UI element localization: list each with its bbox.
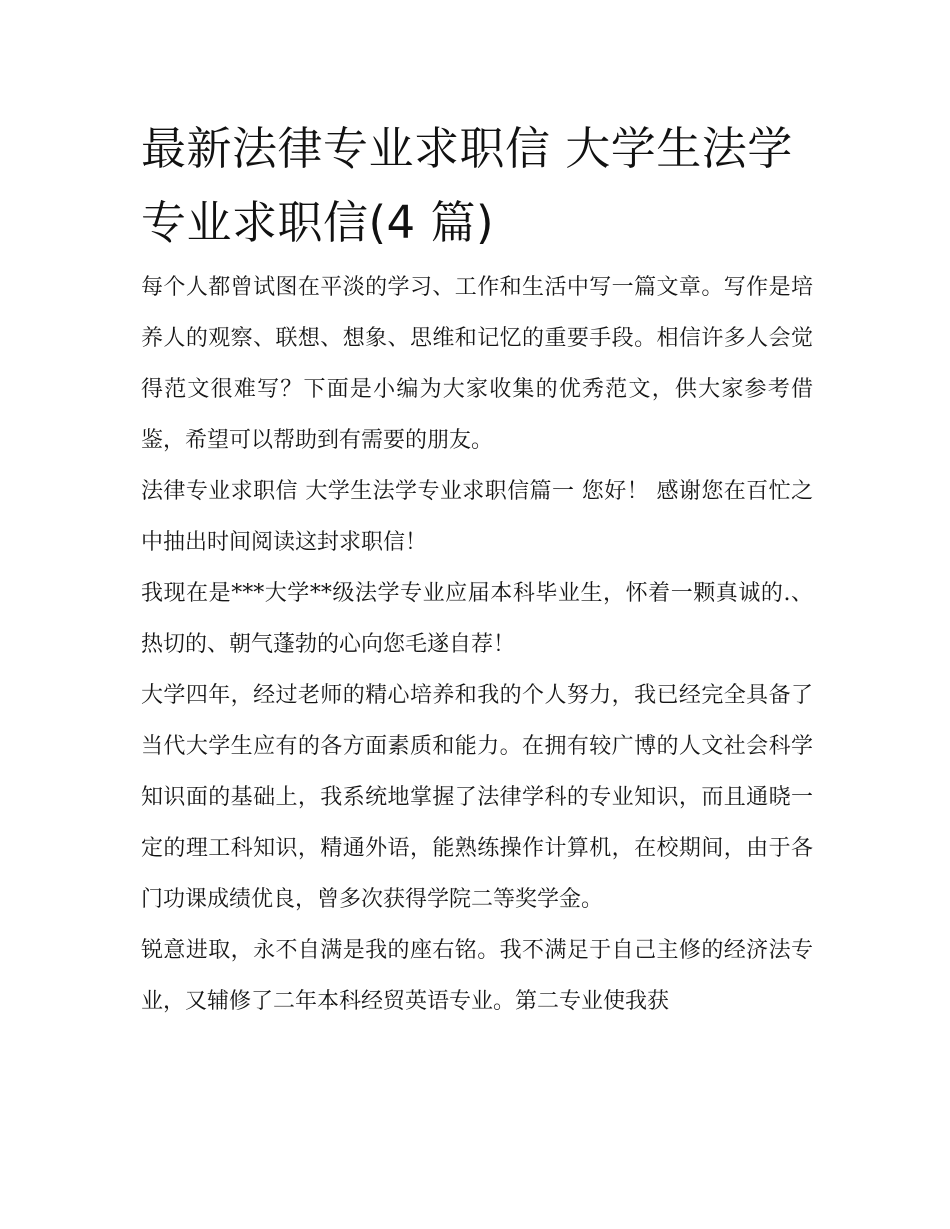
document-body — [141, 262, 813, 1027]
paragraph-education: 大学四年，经过老师的精心培养和我的个人努力，我已经完全具备了当代大学生应有的各方面素质和能力。在拥有较广博的人文社会科学知识面的基础上，我系统地掌握了法律学科的专业知识，而且通晓一定的理工科知识，精通外语，能熟练操作计算机，在校期间，由于各门功课成绩优良，曾多次获得学院二等奖学金。 — [141, 683, 813, 912]
paragraph-motto: 锐意进取，永不自满是我的座右铭。我不满足于自己主修的经济法专业，又辅修了二年本科经贸英语专业。第二专业使我获 — [141, 938, 813, 1014]
paragraph-intro: 每个人都曾试图在平淡的学习、工作和生活中写一篇文章。写作是培养人的观察、联想、想象、思维和记忆的重要手段。相信许多人会觉得范文很难写？下面是小编为大家收集的优秀范文，供大家参考借鉴，希望可以帮助到有需要的朋友。 — [141, 275, 813, 453]
paragraph-greeting: 法律专业求职信 大学生法学专业求职信篇一 您好！ 感谢您在百忙之中抽出时间阅读这封求职信！ — [141, 479, 813, 555]
document-content — [141, 112, 813, 1027]
paragraph-self-intro: 我现在是***大学**级法学专业应届本科毕业生，怀着一颗真诚的.、热切的、朝气蓬勃的心向您毛遂自荐！ — [141, 581, 813, 657]
document-title: 最新法律专业求职信 大学生法学专业求职信(4 篇) — [141, 122, 793, 249]
